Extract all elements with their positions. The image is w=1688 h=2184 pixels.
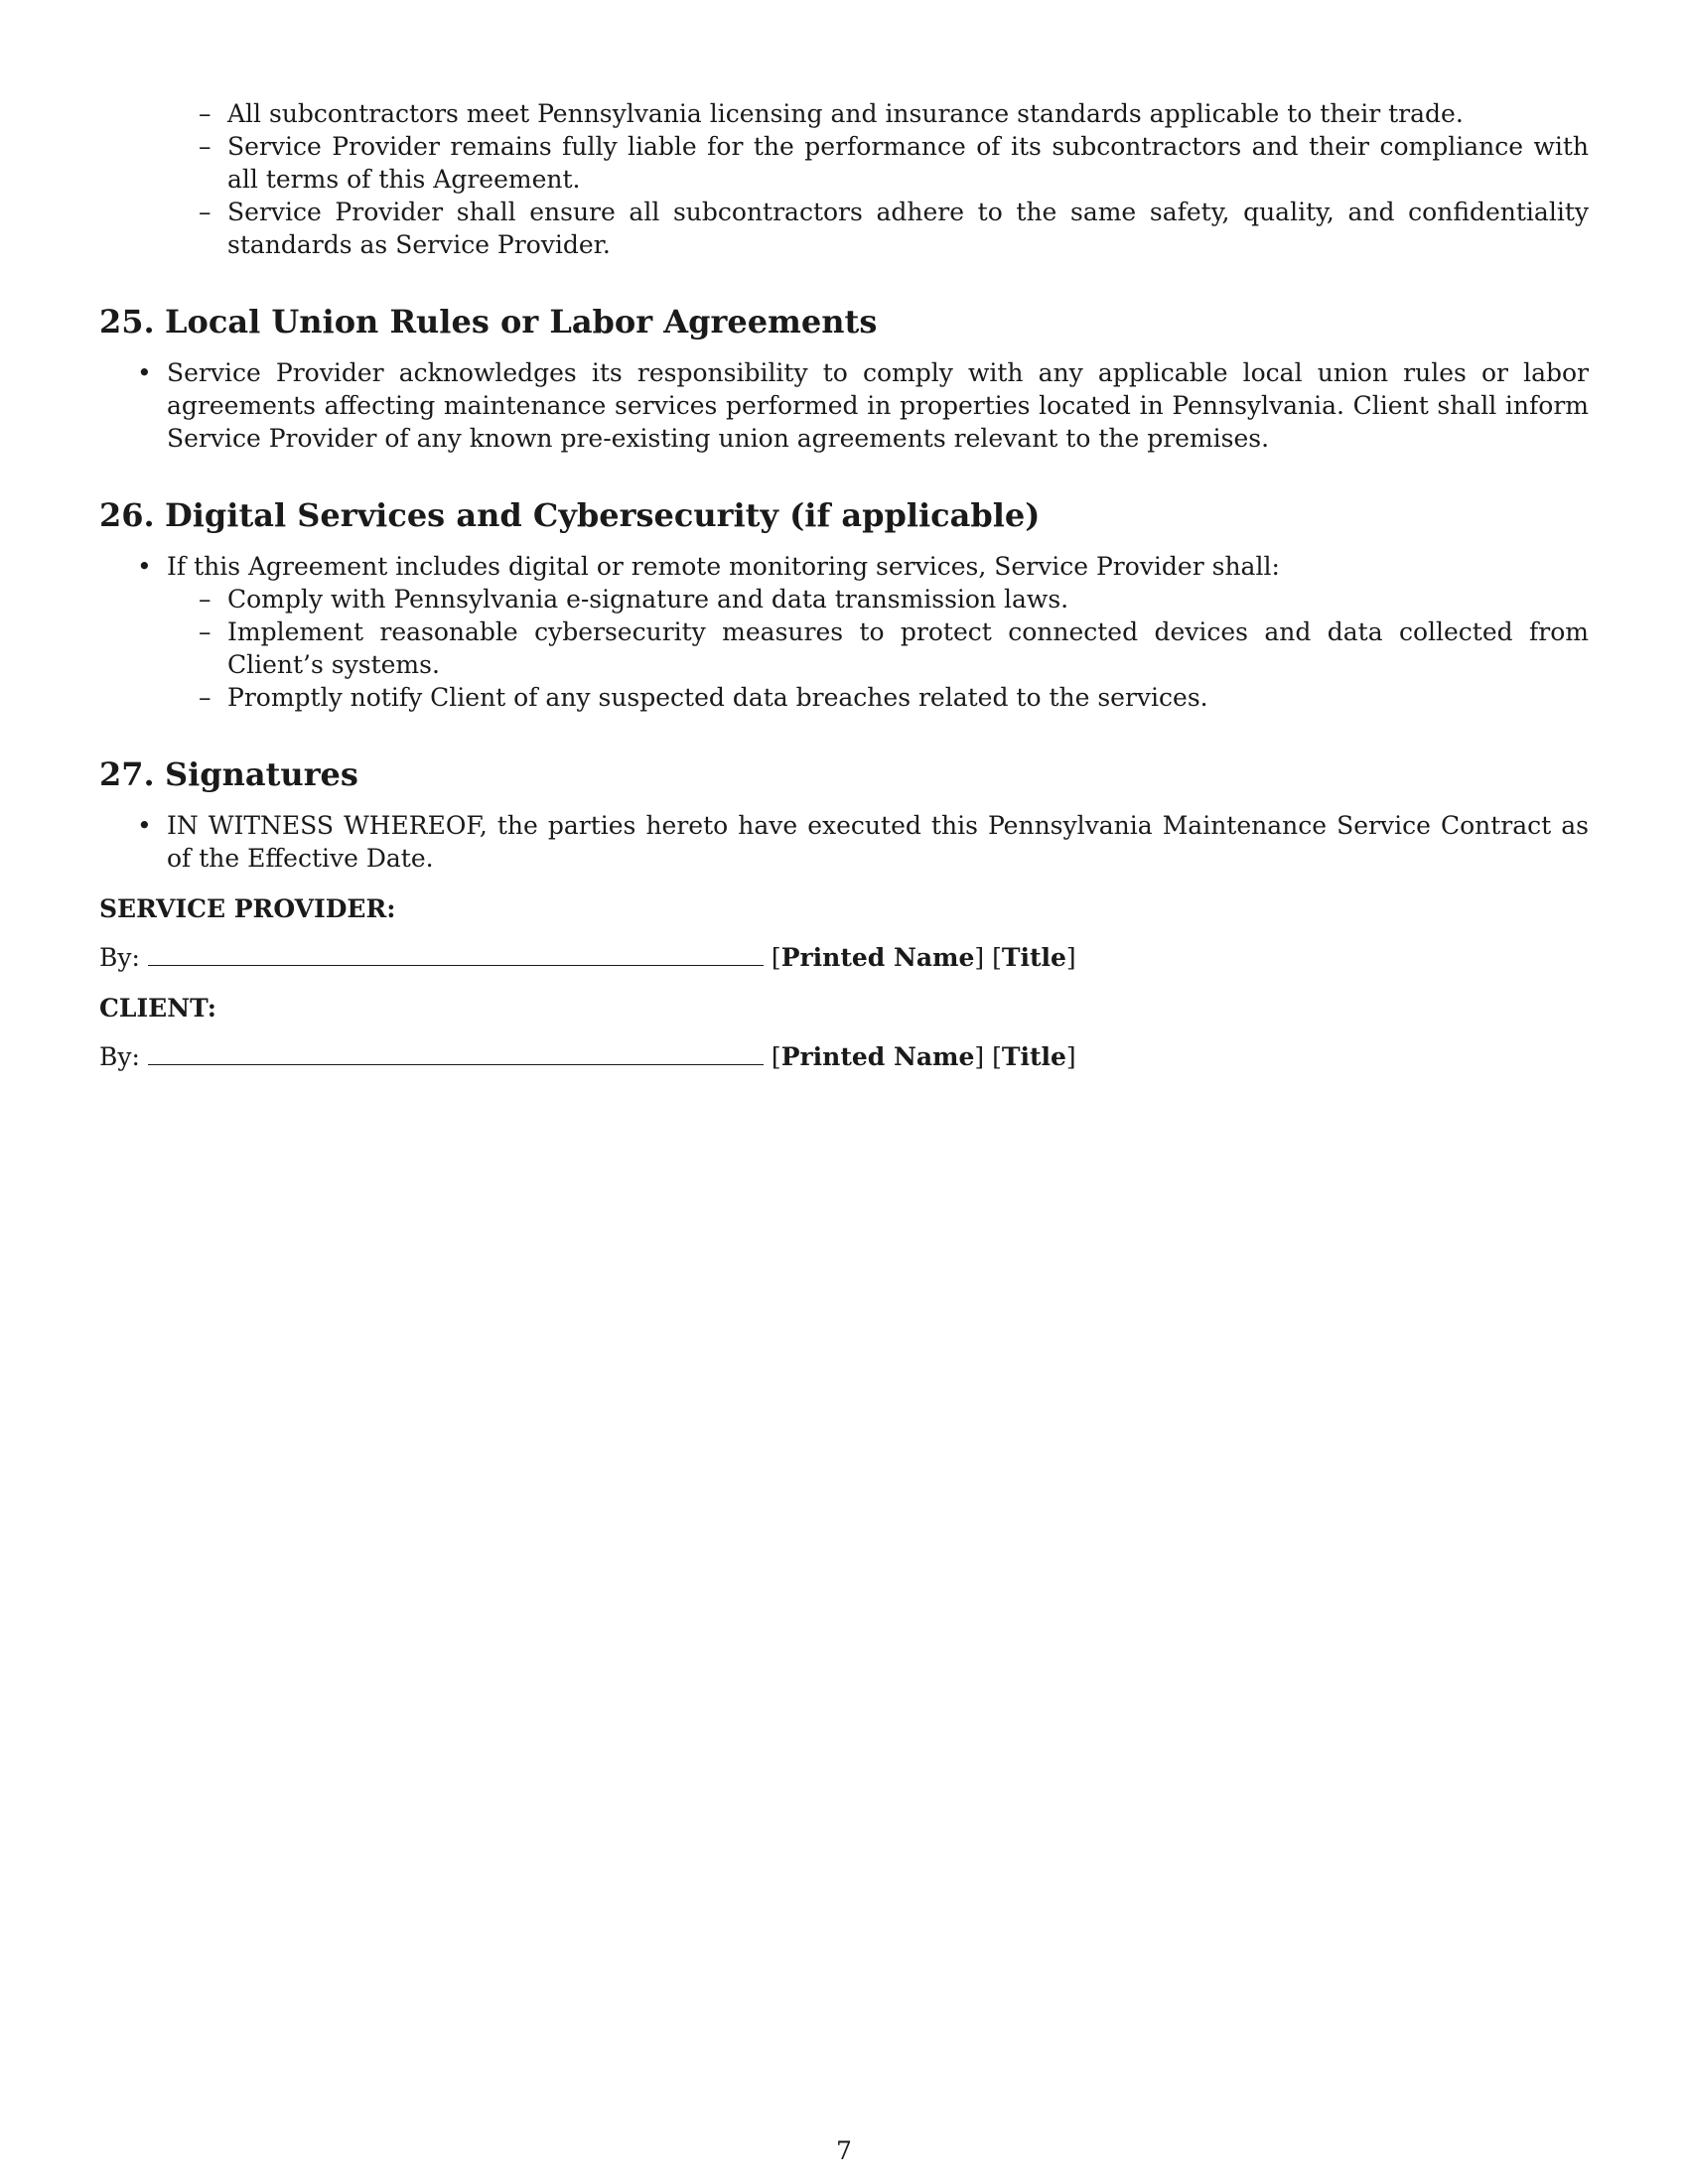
list-item: – Service Provider shall ensure all subcontractors adhere to the same safety, quality, and confidentiality standards as Service Provider. bbox=[99, 196, 1589, 261]
section-25-list bbox=[99, 356, 1589, 455]
section-26-list bbox=[99, 550, 1589, 714]
list-item: – Service Provider remains fully liable for the performance of its subcontractors and their compliance with all terms of this Agreement. bbox=[99, 130, 1589, 196]
service-provider-signature-line: By: [Printed Name] [Title] bbox=[99, 943, 1076, 972]
client-heading: CLIENT: bbox=[99, 994, 217, 1023]
bullet-text: If this Agreement includes digital or remote monitoring services, Service Provider shall: bbox=[167, 552, 1280, 581]
list-item: – Implement reasonable cybersecurity measures to protect connected devices and data collected from Client’s systems. bbox=[167, 615, 1589, 681]
section-number: 27. bbox=[99, 755, 155, 793]
subcontractor-list bbox=[99, 97, 1589, 261]
title-placeholder: Title bbox=[1001, 1042, 1066, 1071]
section-number: 25. bbox=[99, 303, 155, 341]
by-label: By: bbox=[99, 943, 140, 972]
section-heading-25 bbox=[99, 303, 1589, 341]
list-item bbox=[99, 550, 1589, 714]
list-item: – All subcontractors meet Pennsylvania licensing and insurance standards applicable to their trade. bbox=[99, 97, 1589, 130]
list-item: – Promptly notify Client of any suspected data breaches related to the services. bbox=[167, 681, 1589, 714]
page-number: 7 bbox=[836, 2136, 852, 2165]
by-label: By: bbox=[99, 1042, 140, 1071]
signature-field[interactable] bbox=[148, 941, 764, 966]
section-title: Digital Services and Cybersecurity (if applicable) bbox=[165, 496, 1041, 534]
section-title: Local Union Rules or Labor Agreements bbox=[165, 303, 878, 341]
title-placeholder: Title bbox=[1001, 943, 1066, 972]
section-27-list bbox=[99, 809, 1589, 875]
cybersecurity-sublist bbox=[167, 583, 1589, 714]
service-provider-heading: SERVICE PROVIDER: bbox=[99, 894, 396, 923]
document-page bbox=[99, 97, 1589, 1073]
printed-name-placeholder: Printed Name bbox=[780, 1042, 975, 1071]
section-heading-27 bbox=[99, 755, 1589, 793]
section-heading-26 bbox=[99, 496, 1589, 534]
list-item: – Comply with Pennsylvania e-signature and data transmission laws. bbox=[167, 583, 1589, 615]
section-number: 26. bbox=[99, 496, 155, 534]
list-item: • IN WITNESS WHEREOF, the parties hereto have executed this Pennsylvania Maintenance Service Contract as of the Effective Date. bbox=[99, 809, 1589, 875]
client-signature-line: By: [Printed Name] [Title] bbox=[99, 1042, 1076, 1071]
section-title: Signatures bbox=[165, 755, 358, 793]
list-item: • Service Provider acknowledges its responsibility to comply with any applicable local union rules or labor agreements affecting maintenance services performed in properties located in Pennsylvania. Client shall inform Service Provider of any known pre-existing union agreements relevant to the premises. bbox=[99, 356, 1589, 455]
signature-field[interactable] bbox=[148, 1040, 764, 1065]
printed-name-placeholder: Printed Name bbox=[780, 943, 975, 972]
